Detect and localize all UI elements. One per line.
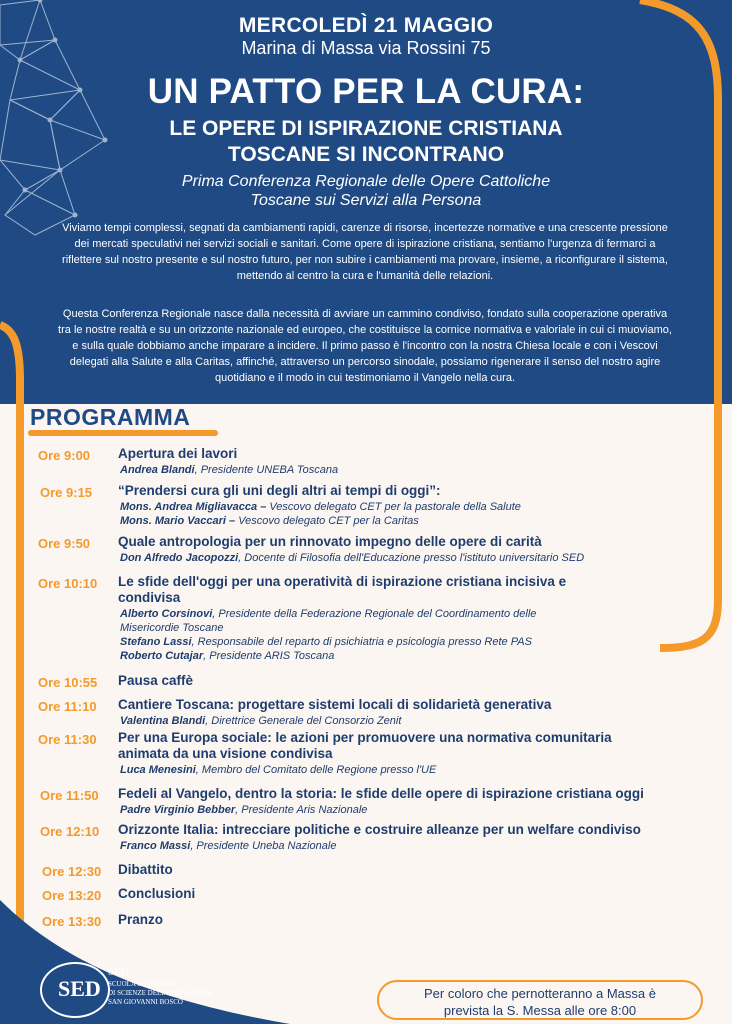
speaker-name: Franco Massi (120, 840, 191, 852)
speaker-name: Don Alfredo Jacopozzi (120, 552, 239, 564)
program-time: Ore 12:10 (40, 824, 100, 839)
speaker-role: , Presidente UNEBA Toscana (194, 464, 339, 476)
program-speaker (120, 635, 532, 649)
program-speaker (120, 763, 436, 777)
program-time: Ore 11:10 (38, 699, 97, 714)
title-subline (0, 116, 732, 168)
program-title-underline (28, 430, 218, 436)
subtitle (0, 172, 732, 210)
speaker-role: , Presidente Aris Nazionale (235, 804, 368, 816)
speaker-name: Luca Menesini (120, 764, 196, 776)
speaker-role: , Presidente della Federazione Regionale del Coordinamento delle (212, 608, 537, 620)
program-speaker (120, 551, 584, 565)
program-speaker (120, 839, 336, 853)
program-time: Ore 11:50 (40, 788, 99, 803)
speaker-name: Mons. Mario Vaccari – (120, 515, 236, 527)
program-speaker (120, 514, 419, 528)
speaker-role: Misericordie Toscane (120, 622, 224, 634)
program-time: Ore 10:55 (38, 675, 98, 690)
program-item-title: Pranzo (118, 912, 164, 927)
program-speaker (120, 803, 367, 817)
logo-text: SED (58, 976, 101, 1001)
orange-frame-left (0, 325, 20, 950)
speaker-role: , Membro del Comitato delle Regione presso l'UE (195, 764, 437, 776)
org-name-line-3: SAN GIOVANNI BOSCO (108, 998, 183, 1006)
event-date: MERCOLEDÌ 21 MAGGIO (238, 14, 494, 37)
subtitle-line-2: Toscane sui Servizi alla Persona (250, 192, 482, 209)
speaker-name: Mons. Andrea Migliavacca – (120, 501, 267, 513)
program-item-title: Fedeli al Vangelo, dentro la storia: le sfide delle opere di ispirazione cristiana oggi (118, 786, 644, 801)
program-speaker (120, 607, 536, 621)
program-item-title: Per una Europa sociale: le azioni per promuovere una normativa comunitaria (118, 730, 612, 745)
mass-note-line-2: prevista la S. Messa alle ore 8:00 (443, 1003, 637, 1018)
org-abbrev: SED (108, 966, 129, 978)
program-item-title: Quale antropologia per un rinnovato impegno delle opere di carità (118, 534, 542, 549)
program-title: PROGRAMMA (30, 404, 191, 430)
program-speaker (120, 714, 401, 728)
speaker-role: , Docente di Filosofia dell'Educazione presso l'istituto universitario SED (238, 552, 585, 564)
org-name-line-1: SCUOLA SUPERIORE (108, 980, 176, 988)
subtitle-line-1: Prima Conferenza Regionale delle Opere Cattoliche (181, 173, 551, 190)
speaker-name: Stefano Lassi (120, 636, 192, 648)
intro-paragraph-1: Viviamo tempi complessi, segnati da cambiamenti rapidi, carenze di risorse, incertezze normative e una crescente pressione dei mercati speculativi nei servizi sociali e sanitari. Come opere di ispirazione cristiana, sentiamo l'urgenza di fermarci a riflettere sul nostro presente e sul nostro futuro, per non subire i cambiamenti ma provare, insieme, a riconfigurare il sistema, mettendo al centro la cura e l'umanità delle relazioni. (62, 222, 668, 282)
program-item-title: Apertura dei lavori (118, 446, 238, 461)
program-speaker (120, 621, 224, 635)
speaker-name: Padre Virginio Bebber (120, 804, 236, 816)
program-item-title: Conclusioni (118, 886, 196, 901)
speaker-role: , Presidente ARIS Toscana (203, 650, 335, 662)
program-item-title: animata da una visione condivisa (118, 746, 333, 761)
program-item-title: Dibattito (118, 862, 173, 877)
title-line-3: TOSCANE SI INCONTRANO (227, 143, 505, 166)
program-item-title: Orizzonte Italia: intrecciare politiche e costruire alleanze per un welfare condiviso (118, 822, 641, 837)
program-item-title: Pausa caffè (118, 673, 194, 688)
program-speaker (120, 649, 334, 663)
program-time: Ore 11:30 (38, 732, 97, 747)
program-time: Ore 13:30 (42, 914, 102, 929)
event-location: Marina di Massa via Rossini 75 (241, 38, 491, 58)
speaker-role: , Responsabile del reparto di psichiatria e psicologia presso Rete PAS (191, 636, 532, 648)
program-time: Ore 13:20 (42, 888, 102, 903)
program-item-title: Le sfide dell'oggi per una operatività di ispirazione cristiana incisiva e (118, 574, 567, 589)
speaker-name: Alberto Corsinovi (120, 608, 213, 620)
program-speaker (120, 500, 521, 514)
program-item-title: condivisa (118, 590, 181, 605)
speaker-name: Andrea Blandi (120, 464, 195, 476)
program-time: Ore 10:10 (38, 576, 98, 591)
program-speaker (120, 463, 338, 477)
speaker-name: Roberto Cutajar (120, 650, 204, 662)
speaker-role: , Presidente Uneba Nazionale (190, 840, 337, 852)
intro-paragraph-2: Questa Conferenza Regionale nasce dalla necessità di avviare un cammino condiviso, fondato sulla cooperazione operativa tra le nostre realtà e su un orizzonte nazionale ed europeo, che costituisce la cornice normativa e valoriale in cui ci muoviamo, e sulla quale dobbiamo anche imparare a incidere. Il primo passo è l'incontro con la nostra Chiesa locale e con i Vescovi delegati alla Salute e alla Caritas, affinché, attraverso un percorso sinodale, possiamo rigenerare il senso del nostro agire quotidiano e il modo in cui testimoniamo il Vangelo nella cura. (58, 308, 672, 384)
title-line-2: LE OPERE DI ISPIRAZIONE CRISTIANA (169, 117, 563, 140)
speaker-role: Vescovo delegato CET per la pastorale della Salute (266, 501, 521, 513)
org-name (108, 980, 212, 1007)
speaker-name: Valentina Blandi (120, 715, 206, 727)
program-time: Ore 9:15 (40, 485, 93, 500)
main-title: UN PATTO PER LA CURA: (147, 72, 585, 111)
program-item-title: “Prendersi cura gli uni degli altri ai tempi di oggi”: (118, 483, 441, 498)
org-name-line-2: DI SCIENZE DELL'EDUCAZIONE (108, 989, 212, 997)
program-item-title: Cantiere Toscana: progettare sistemi locali di solidarietà generativa (118, 697, 552, 712)
mass-note-line-1: Per coloro che pernotteranno a Massa è (424, 986, 656, 1001)
speaker-role: , Direttrice Generale del Consorzio Zenit (205, 715, 402, 727)
speaker-role: Vescovo delegato CET per la Caritas (235, 515, 419, 527)
program-time: Ore 9:00 (38, 448, 91, 463)
program-time: Ore 9:50 (38, 536, 91, 551)
program-time: Ore 12:30 (42, 864, 102, 879)
mass-note (377, 980, 703, 1020)
